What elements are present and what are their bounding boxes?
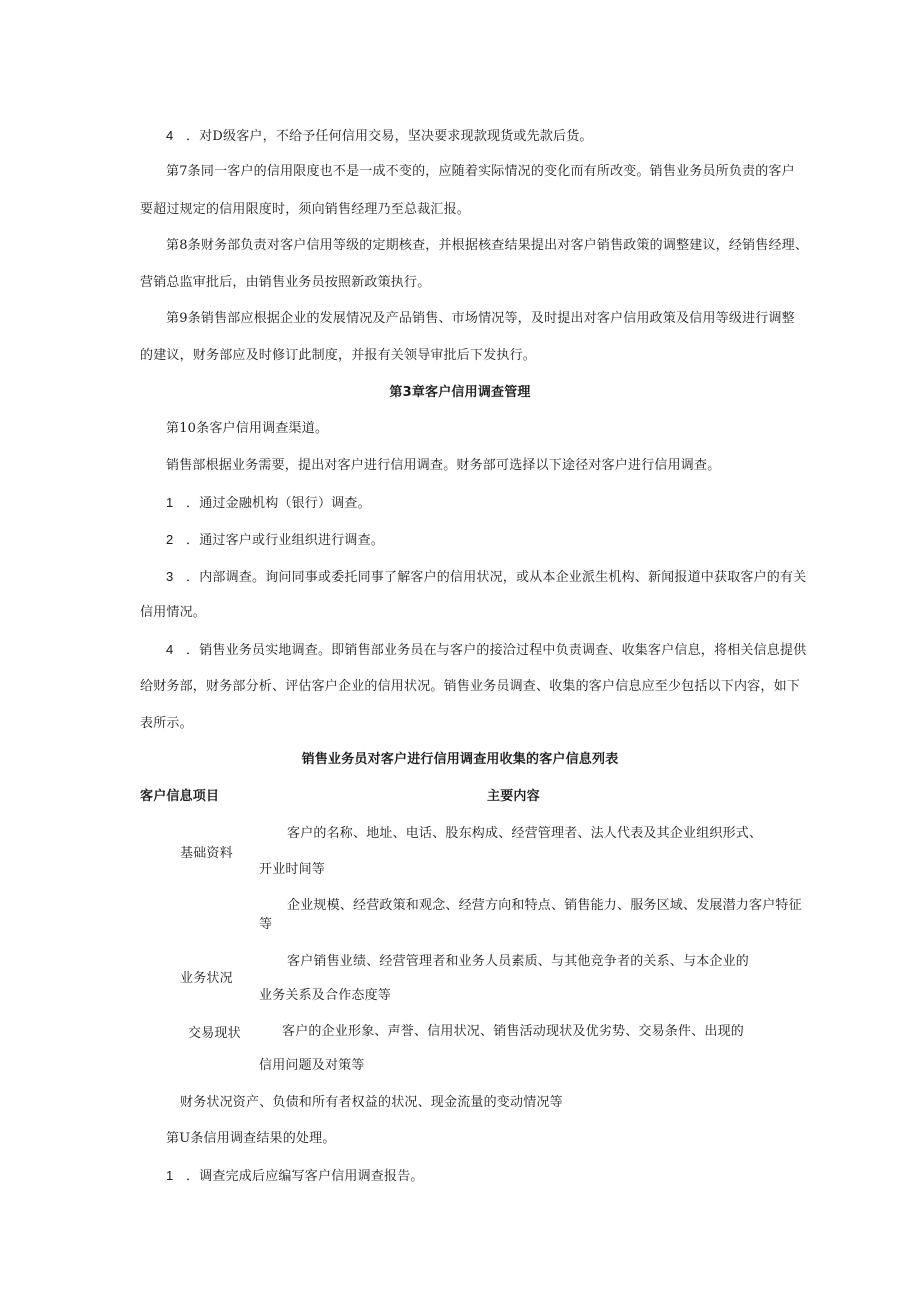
paragraph-line: 给财务部，财务部分析、评估客户企业的信用状况。销售业务员调查、收集的客户信息应至少包括以下内容，如下 <box>140 679 801 694</box>
table-cell: 企业规模、经营政策和观念、经营方向和特点、销售能力、服务区域、发展潜力客户特征 <box>287 898 802 913</box>
chapter-title: 第3章客户信用调查管理 <box>389 385 531 400</box>
paragraph-line: 第7条同一客户的信用限度也不是一成不变的，应随着实际情况的变化而有所改变。销售业务员所负责的客户 <box>166 164 795 179</box>
table-header-item: 客户信息项目 <box>140 789 220 804</box>
table-cell: 信用问题及对策等 <box>259 1058 365 1073</box>
list-item: 2 ．通过客户或行业组织进行调查。 <box>166 532 385 548</box>
table-cell: 业务关系及合作态度等 <box>259 988 392 1003</box>
paragraph-line: 4 ．对D级客户，不给予任何信用交易，坚决要求现款现货或先款后货。 <box>166 128 593 144</box>
table-row-label: 交易现状 <box>188 1026 241 1041</box>
paragraph-line: 表所示。 <box>140 716 193 731</box>
list-item: 1 ．通过金融机构（银行）调查。 <box>166 495 371 511</box>
table-cell: 客户的名称、地址、电话、股东构成、经营管理者、法人代表及其企业组织形式、 <box>287 826 763 841</box>
paragraph-line: 第U条信用调查结果的处理。 <box>166 1131 336 1146</box>
paragraph-line: 营销总监审批后，由销售业务员按照新政策执行。 <box>140 275 431 290</box>
table-cell: 客户的企业形象、声誉、信用状况、销售活动现状及优劣势、交易条件、出现的 <box>282 1024 745 1039</box>
table-row: 财务状况资产、负债和所有者权益的状况、现金流量的变动情况等 <box>180 1095 563 1110</box>
paragraph-line: 的建议，财务部应及时修订此制度，并报有关领导审批后下发执行。 <box>140 348 537 363</box>
paragraph-line: 第8条财务部负责对客户信用等级的定期核查，并根据核查结果提出对客户销售政策的调整建议，经销售经理、 <box>166 238 809 253</box>
paragraph-line: 要超过规定的信用限度时，须向销售经理乃至总裁汇报。 <box>140 202 471 217</box>
list-item: 1 ．调查完成后应编写客户信用调查报告。 <box>166 1168 424 1184</box>
table-row-label: 基础资料 <box>180 846 233 861</box>
paragraph-line: 第10条客户信用调查渠道。 <box>166 421 329 436</box>
table-cell: 开业时间等 <box>259 862 326 877</box>
table-cell: 客户销售业绩、经营管理者和业务人员素质、与其他竞争者的关系、与本企业的 <box>287 954 750 969</box>
paragraph-line: 第9条销售部应根据企业的发展情况及产品销售、市场情况等，及时提出对客户信用政策及信用等级进行调整 <box>166 311 795 326</box>
table-header-content: 主要内容 <box>487 789 540 804</box>
paragraph-line: 销售部根据业务需要，提出对客户进行信用调查。财务部可选择以下途径对客户进行信用调查。 <box>166 458 721 473</box>
paragraph-line: 信用情况。 <box>140 605 207 620</box>
table-title: 销售业务员对客户进行信用调查用收集的客户信息列表 <box>301 752 619 767</box>
list-item: 4 ．销售业务员实地调查。即销售部业务员在与客户的接洽过程中负责调查、收集客户信息，将相关信息提供 <box>166 642 807 658</box>
table-row-label: 业务状况 <box>180 971 233 986</box>
table-cell: 等 <box>259 917 273 932</box>
list-item: 3 ．内部调查。询问同事或委托同事了解客户的信用状况，或从本企业派生机构、新闻报道中获取客户的有关 <box>166 569 807 585</box>
